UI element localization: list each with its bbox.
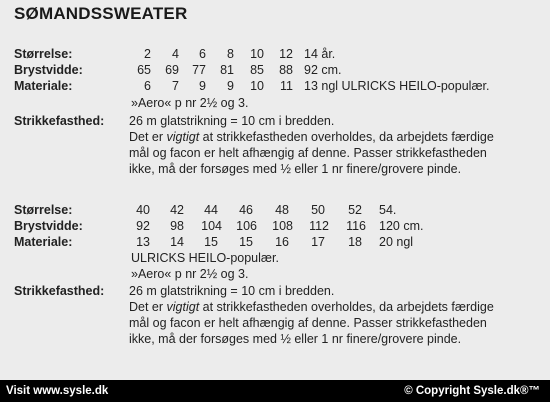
size-value: 6 [199, 47, 206, 61]
size-value: 48 [275, 203, 289, 217]
material-value: 11 [280, 79, 293, 93]
size-value: 46 [239, 203, 253, 217]
gauge-note-line [129, 129, 544, 145]
material-value: 15 [204, 235, 218, 249]
chest-label: Brystvidde: [14, 219, 83, 233]
size-value: 42 [170, 203, 184, 217]
material-value: 18 [348, 235, 362, 249]
note-emphasis: vigtigt [166, 300, 200, 314]
chest-label: Brystvidde: [14, 63, 83, 77]
chest-value: 112 [309, 219, 329, 233]
chest-value: 85 [250, 63, 264, 77]
chest-value: 106 [236, 219, 257, 233]
material-value: 10 [250, 79, 264, 93]
material-label: Materiale: [14, 235, 73, 249]
size-value: 52 [348, 203, 362, 217]
material-value: 7 [172, 79, 179, 93]
copyright-text: © Copyright Sysle.dk®™ [404, 385, 540, 397]
chest-value: 120 cm. [379, 219, 424, 233]
size-value: 40 [136, 203, 150, 217]
note-text: at strikkefastheden overholdes, da arbejdets færdige [199, 130, 494, 144]
gauge-note-line [129, 299, 544, 315]
size-value: 8 [227, 47, 234, 61]
needle-text: »Aero« p nr 2½ og 3. [131, 267, 249, 281]
chest-value: 98 [170, 219, 184, 233]
chest-value: 104 [201, 219, 222, 233]
size-value: 4 [172, 47, 179, 61]
note-text: Det er [129, 300, 167, 314]
chest-value: 77 [192, 63, 206, 77]
size-value: 44 [204, 203, 218, 217]
needle-text: »Aero« p nr 2½ og 3. [131, 96, 249, 110]
material-value: 9 [227, 79, 234, 93]
gauge-note-line: mål og facon er helt afhængig af denne. Passer strikkefastheden [129, 316, 487, 330]
note-text: at strikkefastheden overholdes, da arbejdets færdige [199, 300, 494, 314]
material-value: 15 [239, 235, 253, 249]
gauge-label: Strikkefasthed: [14, 284, 105, 298]
size-label: Størrelse: [14, 47, 73, 61]
gauge-note-line: ikke, må der forsøges med ½ eller 1 nr finere/grovere pinde. [129, 332, 462, 346]
material-value: 6 [144, 79, 151, 93]
page-title: SØMANDSSWEATER [14, 4, 188, 23]
chest-value: 65 [137, 63, 151, 77]
size-value: 10 [250, 47, 264, 61]
gauge-note-line: ikke, må der forsøges med ½ eller 1 nr finere/grovere pinde. [129, 162, 462, 176]
chest-value: 92 [136, 219, 150, 233]
gauge-note-line: mål og facon er helt afhængig af denne. Passer strikkefastheden [129, 146, 487, 160]
material-label: Materiale: [14, 79, 73, 93]
gauge-label: Strikkefasthed: [14, 114, 105, 128]
chest-value: 92 cm. [304, 63, 342, 77]
chest-value: 88 [279, 63, 293, 77]
chest-value: 108 [272, 219, 293, 233]
note-text: Det er [129, 130, 167, 144]
gauge-note [129, 129, 544, 177]
gauge-text: 26 m glatstrikning = 10 cm i bredden. [129, 284, 335, 298]
size-value: 2 [144, 47, 151, 61]
gauge-note [129, 299, 544, 347]
material-value: 13 ngl ULRICKS HEILO-populær. [304, 79, 490, 93]
chest-value: 81 [220, 63, 234, 77]
note-emphasis: vigtigt [166, 130, 200, 144]
footer-bar [0, 380, 550, 402]
material-value: 16 [275, 235, 289, 249]
size-value: 54. [379, 203, 397, 217]
material-value: 9 [199, 79, 206, 93]
gauge-text: 26 m glatstrikning = 10 cm i bredden. [129, 114, 335, 128]
material-value: 20 ngl [379, 235, 414, 249]
chest-value: 116 [346, 219, 366, 233]
site-link[interactable]: Visit www.sysle.dk [6, 385, 109, 397]
material-text: ULRICKS HEILO-populær. [131, 251, 279, 265]
size-value: 12 [279, 47, 293, 61]
chest-value: 69 [165, 63, 179, 77]
size-value: 14 år. [304, 47, 336, 61]
material-value: 13 [136, 235, 150, 249]
material-value: 14 [170, 235, 184, 249]
size-value: 50 [311, 203, 325, 217]
size-label: Størrelse: [14, 203, 73, 217]
material-value: 17 [311, 235, 325, 249]
